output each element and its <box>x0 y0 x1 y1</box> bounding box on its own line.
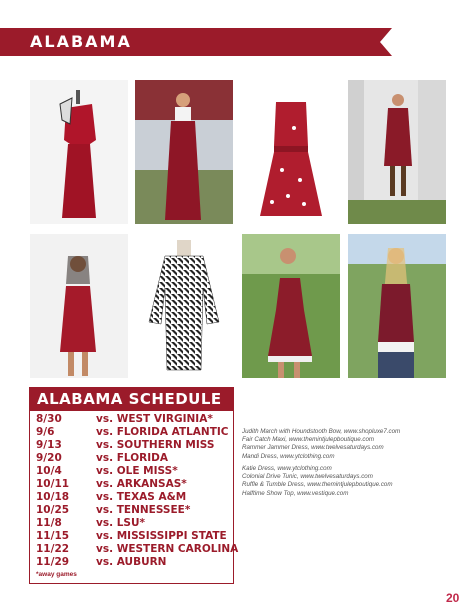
game-date: 10/11 <box>36 478 70 490</box>
game-opponent: vs. LSU* <box>96 517 146 529</box>
schedule-title: ALABAMA SCHEDULE <box>37 390 222 408</box>
game-opponent: vs. OLE MISS* <box>96 465 178 477</box>
credit-line: Judith March with Houndstooth Bow, www.shopluxe7.com <box>242 428 401 435</box>
credit-line: Mandi Dress, www.ytclothing.com <box>242 452 335 460</box>
credit-line: Halftime Show Top, www.vestique.com <box>242 489 349 497</box>
photo-printed-strappy-dress <box>242 80 340 224</box>
page-number: 20 <box>446 591 460 605</box>
game-date: 9/20 <box>36 452 62 464</box>
schedule-table <box>29 411 239 584</box>
credit-line: Ruffle & Tumble Dress, www.themintjulepboutique.com <box>242 481 393 489</box>
game-date: 11/22 <box>36 543 70 555</box>
game-opponent: vs. ARKANSAS* <box>96 478 187 490</box>
game-date: 10/25 <box>36 504 70 516</box>
photo-fringe-top <box>348 234 446 378</box>
game-date: 11/8 <box>36 517 62 529</box>
credits-group-1 <box>242 428 400 461</box>
game-opponent: vs. AUBURN <box>96 556 167 568</box>
game-opponent: vs. FLORIDA ATLANTIC <box>96 426 229 438</box>
game-date: 11/15 <box>36 530 70 542</box>
game-opponent: vs. SOUTHERN MISS <box>96 439 215 451</box>
photo-maxi-dress <box>135 80 233 224</box>
credit-line: Rammer Jammer Dress, www.twelvesaturdays.com <box>242 444 384 452</box>
photo-red-long-sleeve-dress <box>348 80 446 224</box>
schedule-header <box>29 387 234 411</box>
credit-line: Colonial Drive Tunic, www.twelvesaturdays.com <box>242 473 373 481</box>
game-date: 11/29 <box>36 556 70 568</box>
game-date: 10/18 <box>36 491 70 503</box>
game-opponent: vs. WEST VIRGINIA* <box>96 413 213 425</box>
game-date: 10/4 <box>36 465 62 477</box>
game-date: 8/30 <box>36 413 62 425</box>
game-opponent: vs. TEXAS A&M <box>96 491 187 503</box>
banner-title: ALABAMA <box>30 32 132 51</box>
game-opponent: vs. WESTERN CAROLINA <box>96 543 239 555</box>
credit-line: Katie Dress, www.ytclothing.com <box>242 465 332 472</box>
photo-red-one-shoulder-dress <box>30 80 128 224</box>
game-date: 9/6 <box>36 426 55 438</box>
photo-ruffle-trim-dress <box>242 234 340 378</box>
credit-line: Fair Catch Maxi, www.themintjulepboutique.com <box>242 436 375 444</box>
credits-group-2 <box>242 465 393 498</box>
game-opponent: vs. FLORIDA <box>96 452 168 464</box>
game-opponent: vs. MISSISSIPPI STATE <box>96 530 227 542</box>
game-opponent: vs. TENNESSEE* <box>96 504 191 516</box>
game-date: 9/13 <box>36 439 62 451</box>
photo-houndstooth-tunic <box>135 234 233 378</box>
away-games-note: *away games <box>36 571 77 578</box>
section-banner <box>0 28 392 56</box>
photo-strapless-dress <box>30 234 128 378</box>
